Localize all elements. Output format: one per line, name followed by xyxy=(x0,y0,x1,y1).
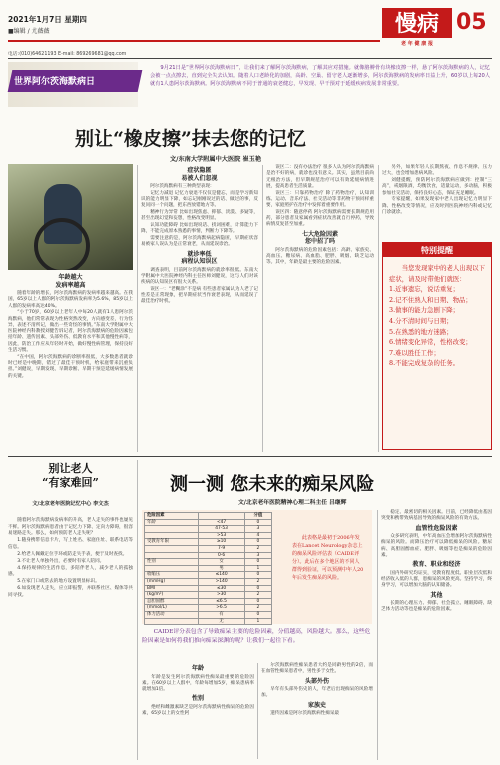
paragraph: 认知功能障碍 比如出现说话、找词困难，计算能力下降，不能完成原本熟悉的事情，判断力下降等。 xyxy=(141,222,258,235)
paragraph: 记忆力减退 记忆力衰退不仅仅是健忘，而是学习新知识的能力明显下降，如忘记刚刚说过的话、做过的事，反复问同一个问题，把东西放错地方等。 xyxy=(141,190,258,209)
table-row xyxy=(145,611,272,618)
paragraph: 2.给老人佩戴定位手环或防走失手表，便于及时查找。 xyxy=(17,551,128,557)
page-header xyxy=(0,0,500,64)
paragraph: 众多研究表明，中年高血压会增加阿尔茨海默病性痴呆的风险。而降压治疗可以降低痴呆的风险。糖尿病、高胆固醇血症、肥胖、吸烟等也是痴呆的危险因素。 xyxy=(381,534,492,558)
article1-col4 xyxy=(382,165,492,217)
table-cell: 0 xyxy=(244,572,271,579)
editor-line: ■编辑 / 尤薇薇 xyxy=(8,28,50,35)
table-cell: 女 xyxy=(199,559,244,566)
table-cell: (kg/m²) xyxy=(145,592,199,599)
section-divider xyxy=(8,456,492,457)
subhead-age: 年龄 xyxy=(191,665,204,672)
article1-subhead-symptoms: 症状隐匿 易被人们忽视 xyxy=(181,167,218,182)
table-row xyxy=(145,585,272,592)
column-divider xyxy=(262,165,263,452)
table-cell: 2 xyxy=(244,592,271,599)
paragraph: 刘健提醒，预防阿尔茨海默病应做到：控制“三高”，戒烟限酒，均衡饮食，适量运动，多动脑，积极参加社交活动，保持良好心态，保证充足睡眠。 xyxy=(382,177,492,196)
table-cell: 0 xyxy=(244,585,271,592)
paragraph: 专家提醒，如果发现家中老人出现记忆力明显下降、性格改变等情况，应及时到医院神经内科或记忆门诊就诊。 xyxy=(382,197,492,215)
paragraph: 遗传因素是阿尔茨海默病性痴呆最 xyxy=(270,711,340,717)
reminder-item: 7.难以胜任工作； xyxy=(389,348,440,357)
table-cell: 4 xyxy=(244,532,271,539)
table-cell: 性别 xyxy=(145,559,199,566)
table-header-row xyxy=(145,513,272,520)
table-cell: 1 xyxy=(244,565,271,572)
special-reminder-body xyxy=(389,263,487,369)
table-cell: 体力活动 xyxy=(145,611,199,618)
reminder-item: 3.做事的能力急剧下降； xyxy=(389,306,460,315)
subhead-gender: 性别 xyxy=(191,695,204,703)
table-row xyxy=(145,552,272,559)
article3-title: 测一测 您未来的痴呆风险 xyxy=(170,474,375,495)
column-divider xyxy=(257,663,258,759)
article3-col1 xyxy=(142,663,254,718)
paragraph: 另外，如果年轻人长期熬夜、作息不规律、压力过大，也会增加患病风险。 xyxy=(382,165,492,177)
table-row xyxy=(145,592,272,599)
paragraph: 误区三：只靠药物治疗 除了药物治疗，认知训练、运动、音乐疗法、社交活动等非药物干预同样重要，家庭照护在治疗中发挥着重要作用。 xyxy=(266,190,374,209)
event-intro: 9月21日是“世界阿尔茨海默病日”，让我们来了解阿尔茨海默病，了解其应对措施。就像胳膊骨有块橡皮擦一样，悬了阿尔茨海默病的人，记忆会被一点点擦去，直到完全失去认知。随着人口老龄化的加剧，高龄、空巢、留守老人逐渐增多，阿尔茨海默病的发病率日益上升，60岁以上每20人就有1人患阿尔茨海默病。阿尔茨海默病不同于普通的衰老健忘，早发现、早干预对于延缓疾病发展非常重要。 xyxy=(150,65,491,88)
table-row xyxy=(145,578,272,585)
paragraph: 需要注意的是，阿尔茨海默病起病隐匿，早期症状容易被家人误认为是正常衰老，从而延误诊治。 xyxy=(141,235,258,248)
paragraph: 绝经和雌激素缺乏是阿尔茨海默病性痴呆的危险因素，65岁以上的女性阿 xyxy=(142,704,254,717)
table-cell xyxy=(145,545,199,552)
table-cell: 7-9 xyxy=(199,545,244,552)
table-cell: >6.5 xyxy=(199,605,244,612)
table-cell xyxy=(145,552,199,559)
table-row xyxy=(145,532,272,539)
paragraph: “小于70岁，60岁以上老年人中每20人就有1人患阿尔茨海默病，他们常常表现为性格突然改变，方向感变差，行为怪异，表述不清所记，做出一些奇怪的事情。”东南大学附属中大医院神经内科教授刘健告诉记者，阿尔茨海默病的危险因素包括年龄、遗传因素、头部外伤、低教育水平和其他慢性病等，因此，防治工作应从年轻时开始，做好慢性病管理，保持良好生活习惯。 xyxy=(8,310,133,354)
table-cell: ≤30 xyxy=(199,585,244,592)
table-cell: 0 xyxy=(244,611,271,618)
table-cell: 收缩压 xyxy=(145,572,199,579)
special-reminder-box xyxy=(382,242,492,450)
table-cell: 无 xyxy=(199,618,244,625)
table-row xyxy=(145,559,272,566)
event-banner-text: 世界阿尔茨海默病日 xyxy=(14,77,96,87)
column-divider xyxy=(378,165,379,452)
paragraph: 6.如发现老人走失，应立即报警，并联系社区、媒体等共同寻找。 xyxy=(8,586,133,598)
table-header-cell: 分值 xyxy=(244,513,271,520)
table-row xyxy=(145,598,272,605)
table-cell: 有 xyxy=(199,611,244,618)
contact-line: 电话:(010)64621193 E-mail: 869269681@qq.com xyxy=(8,52,127,57)
article2-kicker: 别让老人 “有家难回” xyxy=(42,462,99,489)
article1-title: 别让“橡皮擦”抹去您的记忆 xyxy=(75,128,306,150)
table-cell: 0 xyxy=(244,539,271,546)
table-cell: >140 xyxy=(199,578,244,585)
paragraph: 尔茨海默病性痴呆患者大约是同龄男性的2倍，而在血管性痴呆患者中，男性多于女性。 xyxy=(261,663,373,675)
table-row xyxy=(145,605,272,612)
reminder-item: 8.不能完成复杂的任务。 xyxy=(389,359,460,368)
paragraph: 1.随身携带信息卡片，写上姓名、家庭住址、联系电话等信息。 xyxy=(8,538,133,550)
table-header-cell: 危险因素 xyxy=(145,513,199,520)
paragraph: 年龄是发生阿尔茨海默病性痴呆最重要的危险因素。在60岁以上人群中，年龄每增加5岁，痴呆患病率就增加1倍。 xyxy=(142,674,254,693)
column-divider xyxy=(137,460,138,760)
table-cell: 男 xyxy=(199,565,244,572)
table-row xyxy=(145,539,272,546)
paragraph: 误区二：没有办法治疗 很多人认为阿尔茨海默病是治不好的病，就诊也没有意义。其实，虽然目前尚无根治方法，但早期规范治疗可以有效延缓病情进展，提高患者生活质量。 xyxy=(266,165,374,189)
paragraph: 调查表明，目前阿尔茨海默病的就诊率很低。东南大学附属中大医院神经内科主任医师刘健说，这与人们对该疾病的认知误区有很大关系。 xyxy=(141,267,258,286)
subhead-family-history: 家族史 xyxy=(307,701,326,709)
table-row xyxy=(145,618,272,625)
subhead-other: 其他 xyxy=(430,591,443,599)
table-cell xyxy=(145,532,199,539)
table-cell: 2 xyxy=(244,545,271,552)
article3-col3 xyxy=(381,510,492,614)
subhead-vascular: 血管性危险因素 xyxy=(415,524,458,532)
table-row xyxy=(145,565,272,572)
table-cell: 47-53 xyxy=(199,526,244,533)
paragraph: 随着年龄的增长，阿尔茨海默病的发病率越来越高。在我国，65岁以上人群的阿尔茨海默病发病率为5.6%，85岁以上人群的发病率高达40%。 xyxy=(8,291,133,309)
caide-intro: CAIDE评分表包含了导致痴呆主要的危险因素，分值越高，风险越大。那么，这些危险因素是如何将我们推向痴呆深渊的呢？让我们一起往下看。 xyxy=(142,629,371,644)
table-cell: 3 xyxy=(244,552,271,559)
table-cell: 2 xyxy=(244,578,271,585)
article1-byline: 文/东南大学附属中大医院 崔玉艳 xyxy=(170,156,262,163)
table-row xyxy=(145,545,272,552)
table-cell xyxy=(145,526,199,533)
table-cell: 2 xyxy=(244,605,271,612)
reminder-item: 6.情绪变化异常，性格改变； xyxy=(389,338,472,347)
subhead-education: 教育、职业和经济 xyxy=(412,561,461,569)
table-row xyxy=(145,519,272,526)
table-header-cell xyxy=(199,513,244,520)
paragraph: 长期的心理压力、抑郁、社会孤立、睡眠障碍、缺乏体力活动等也是痴呆的危险因素。 xyxy=(381,601,492,613)
reminder-item: 2.记不住熟人和日期、物品； xyxy=(389,295,472,304)
page-number: 05 xyxy=(456,10,487,35)
article2-body xyxy=(8,518,133,600)
column-divider xyxy=(377,510,378,760)
special-reminder-title: 特别提醒 xyxy=(421,246,453,255)
table-cell: 0 xyxy=(244,598,271,605)
reminder-item: 1.近事遗忘，说话重复； xyxy=(389,285,460,294)
article1-col1 xyxy=(8,272,133,380)
article2-byline: 文/北京老年医院记忆中心 李文杰 xyxy=(32,501,109,507)
article1-subhead-age: 年龄越大 发病率越高 xyxy=(55,274,86,289)
elderly-photo xyxy=(8,164,133,270)
article1-col3 xyxy=(266,165,374,267)
table-cell xyxy=(145,618,199,625)
wheelchair-wheel xyxy=(34,218,90,270)
table-cell: (mmHg) xyxy=(145,578,199,585)
paragraph: 早年有头部外伤史的人，年老后出现痴呆的风险增加。 xyxy=(261,687,373,699)
paragraph: 误区四：随意停药 阿尔茨海默病需要长期规范用药，部分患者及家属看到症状改善就自行停药，导致病情反复甚至加重。 xyxy=(266,209,374,228)
table-note: 此表格是最初于2006年发表在Lancet Neurology杂志上的痴呆风险评估表（CAIDE评分）。此后在多个地区的不同人群得到验证，可以预测中年人20年后发生痴呆的风险。 xyxy=(292,535,364,581)
table-cell: <47 xyxy=(199,519,244,526)
table-cell: >30 xyxy=(199,592,244,599)
issue-date: 2021年1月7日 星期四 xyxy=(8,15,87,24)
caide-table-wrap xyxy=(142,510,372,624)
table-cell: 0 xyxy=(244,519,271,526)
table-cell: 受教育年限 xyxy=(145,539,199,546)
table-cell xyxy=(145,565,199,572)
table-row xyxy=(145,572,272,579)
table-cell: 3 xyxy=(244,526,271,533)
paragraph: “在中国，阿尔茨海默病的诊断率很低，大多数患者就诊时已经是中晚期，错过了最佳干预时机，给家庭带来沉重负担。”刘健说，早期发现、早期诊断、早期干预是延缓病情发展的关键。 xyxy=(8,354,133,379)
column-divider xyxy=(137,165,138,452)
reminder-item: 5.在熟悉的地方迷路； xyxy=(389,327,453,336)
article3-col2 xyxy=(261,663,373,718)
table-cell: BMI xyxy=(145,585,199,592)
article1-col2 xyxy=(141,165,258,306)
paragraph: 4.保持规律的生活作息，多陪伴老人，减少老人的孤独感。 xyxy=(8,565,133,578)
table-cell: 0 xyxy=(244,559,271,566)
table-cell: ≥10 xyxy=(199,539,244,546)
paragraph: 5.在家门口或常去的地方设置明显标识。 xyxy=(17,579,100,585)
paragraph: 精神行为异常 比如出现焦虑、抑郁、淡漠、多疑等，甚至出现幻觉和妄想，性格改变明显。 xyxy=(141,209,258,222)
brand-subtitle: 老 年 健 康 报 xyxy=(401,41,433,47)
paragraph: 阿尔茨海默病的危险因素包括：高龄、家族史、高血压、糖尿病、高血脂、肥胖、吸烟、缺乏运动等。其中，年龄是最主要的危险因素。 xyxy=(266,247,374,266)
article1-subhead-diagnosis: 就诊率低 病程认知误区 xyxy=(181,250,218,266)
paragraph: 国内外研究均证实，受教育程度低、职业层次低和经济收入低的人群，患痴呆的风险更高。坚持学习，终身学习，可以增加大脑的认知储备。 xyxy=(381,570,492,589)
table-cell: ≤140 xyxy=(199,572,244,579)
paragraph: 误区一：“老糊涂”不是病 有些患者家属认为人老了记性差是正常现象，把早期症状当作衰老表现，从而延误了最佳治疗时机。 xyxy=(141,286,258,305)
header-bottom-rule xyxy=(8,58,492,59)
table-cell: >53 xyxy=(199,532,244,539)
table-cell: ≤6.5 xyxy=(199,598,244,605)
paragraph: 阿尔茨海默病有三种典型表现： xyxy=(150,184,215,189)
table-cell: 总胆固醇 xyxy=(145,598,199,605)
subhead-head-injury: 头部外伤 xyxy=(304,677,329,685)
table-cell: 1 xyxy=(244,618,271,625)
paragraph: 随着阿尔茨海默病发病率的升高，老人走失的事件也屡见不鲜。阿尔茨海默病患者由于记忆力下降、定向力障碍，很容易迷路走失。那么，如何预防老人走失呢？ xyxy=(8,518,133,537)
header-top-rule xyxy=(8,40,380,42)
article3-byline: 文/北京老年医院精神心理二科主任 吕继辉 xyxy=(238,500,347,506)
paragraph: 3.不让老人单独外出，必要时有家人陪同。 xyxy=(17,558,105,564)
table-cell: (mmol/L) xyxy=(145,605,199,612)
article1-subhead-risk: 七大危险因素 您中招了吗 xyxy=(301,230,338,246)
table-cell: 年龄 xyxy=(145,519,199,526)
caide-score-table xyxy=(144,512,272,625)
special-reminder-intro: 当您发现家中的老人出现以下症状，请及时带他们就医： xyxy=(389,264,485,283)
paragraph: 稳定、最密切的相关因素。目前，已经降低由基因突变和携带致病基因导致的痴呆风险的有效方法。 xyxy=(381,510,492,522)
reminder-item: 4.分不清时间与日期； xyxy=(389,316,453,325)
table-row xyxy=(145,526,272,533)
brand-title: 慢病 xyxy=(394,11,439,37)
table-cell: 0-6 xyxy=(199,552,244,559)
